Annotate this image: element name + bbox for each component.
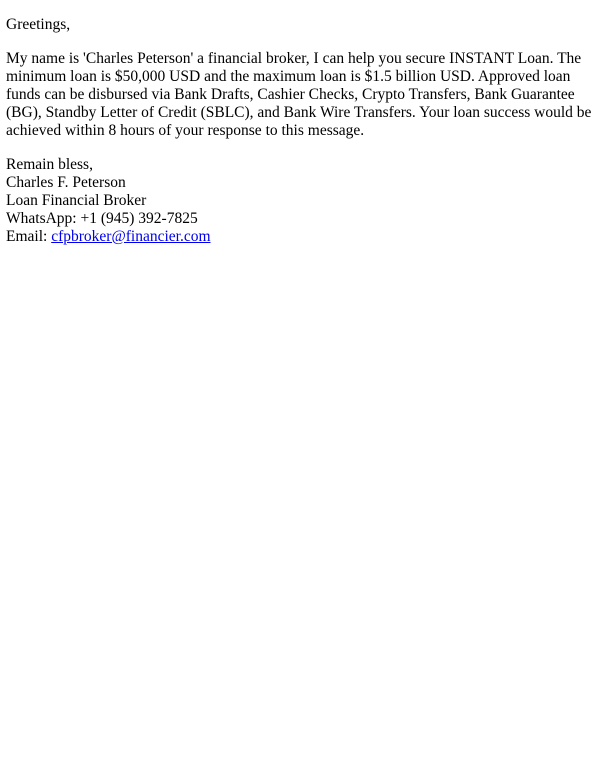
signature-block <box>6 156 594 246</box>
signature-closing: Remain bless, <box>6 156 93 173</box>
signature-whatsapp: WhatsApp: +1 (945) 392-7825 <box>6 210 198 227</box>
signature-name: Charles F. Peterson <box>6 174 126 191</box>
signature-email-line <box>6 228 594 246</box>
email-body <box>0 0 600 246</box>
email-label: Email: <box>6 228 52 245</box>
email-link[interactable]: cfpbroker@financier.com <box>51 228 211 245</box>
greeting: Greetings, <box>6 16 71 33</box>
signature-title: Loan Financial Broker <box>6 192 147 209</box>
message-paragraph: My name is 'Charles Peterson' a financial broker, I can help you secure INSTANT Loan. The minimum loan is $50,000 USD and the maximum loan is $1.5 billion USD. Approved loan funds can be disbursed via Bank Drafts, Cashier Checks, Crypto Transfers, Bank Guarantee (BG), Standby Letter of Credit (SBLC), and Bank Wire Transfers. Your loan success would be achieved within 8 hours of your response to this message. <box>6 50 592 139</box>
